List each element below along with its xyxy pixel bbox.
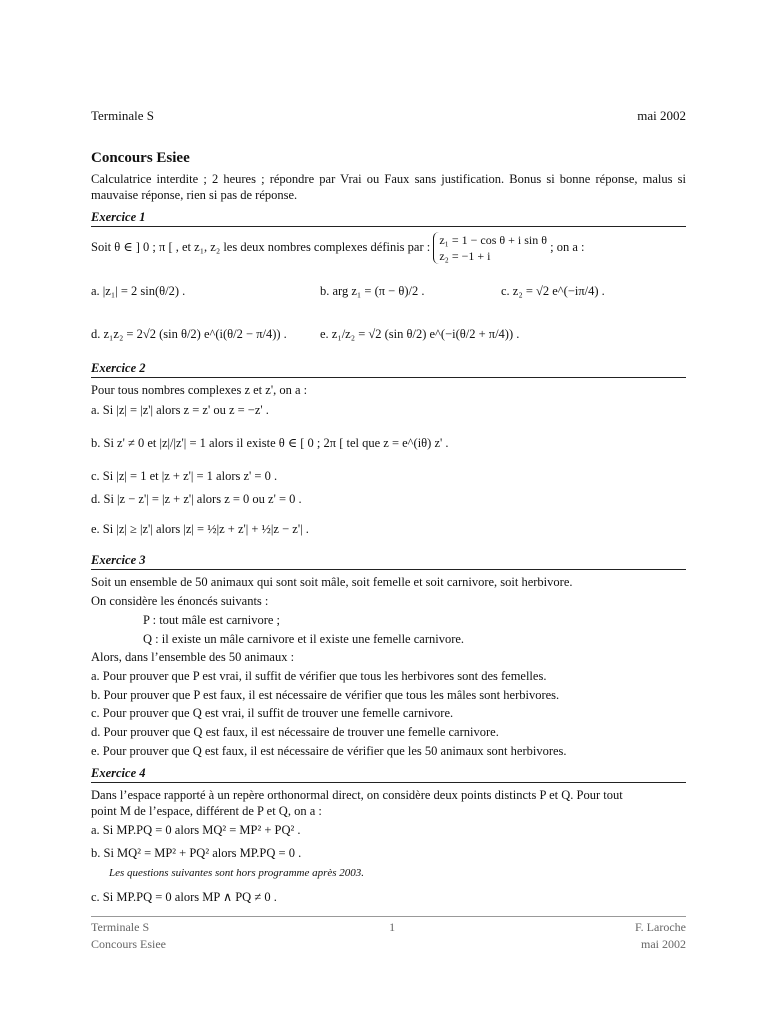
footer-right-2: mai 2002 xyxy=(641,937,686,951)
footer-right-1: F. Laroche xyxy=(634,920,686,934)
page-title: Concours Esiee xyxy=(91,150,190,166)
exercise-2-heading: Exercice 2 xyxy=(91,361,686,378)
ex4-item-a: a. Si MP.PQ = 0 alors MQ² = MP² + PQ² . xyxy=(91,823,301,837)
ex4-item-b: b. Si MQ² = MP² + PQ² alors MP.PQ = 0 . xyxy=(91,846,302,860)
exercise-4-heading: Exercice 4 xyxy=(91,766,686,783)
ex3-item-e: e. Pour prouver que Q est faux, il est nécessaire de vérifier que les 50 animaux sont herbivores. xyxy=(91,744,567,758)
ex2-item-e: e. Si |z| ≥ |z'| alors |z| = ½|z + z'| + ½|z − z'| . xyxy=(91,522,309,536)
ex1-item-b: b. arg z₁ = (π − θ)/2 . xyxy=(320,284,425,298)
page-header xyxy=(91,108,686,124)
ex3-item-c: c. Pour prouver que Q est vrai, il suffit de trouver une femelle carnivore. xyxy=(91,706,454,720)
ex1-sys-line-2: z₂ = −1 + i xyxy=(439,249,491,263)
ex2-item-c: c. Si |z| = 1 et |z + z'| = 1 alors z' = 0 . xyxy=(91,469,278,483)
header-left: Terminale S xyxy=(91,108,154,123)
header-right: mai 2002 xyxy=(637,108,686,123)
ex3-item-d: d. Pour prouver que Q est faux, il est nécessaire de trouver une femelle carnivore. xyxy=(91,725,499,739)
ex3-line-3: Alors, dans l’ensemble des 50 animaux : xyxy=(91,650,295,664)
ex2-stem: Pour tous nombres complexes z et z', on a : xyxy=(91,383,308,397)
exercise-3-heading: Exercice 3 xyxy=(91,553,686,570)
ex3-line-2: On considère les énoncés suivants : xyxy=(91,594,269,608)
ex2-item-a: a. Si |z| = |z'| alors z = z' ou z = −z' . xyxy=(91,403,269,417)
ex2-item-b: b. Si z' ≠ 0 et |z|/|z'| = 1 alors il existe θ ∈ [ 0 ; 2π [ tel que z = e^(iθ) z' . xyxy=(91,436,449,450)
ex2-item-d: d. Si |z − z'| = |z + z'| alors z = 0 ou z' = 0 . xyxy=(91,492,302,506)
ex3-statement-p: P : tout mâle est carnivore ; xyxy=(143,613,280,627)
ex1-item-c: c. z₂ = √2 e^(−iπ/4) . xyxy=(501,284,605,298)
ex1-item-e: e. z₁/z₂ = √2 (sin θ/2) e^(−i(θ/2 + π/4)) . xyxy=(320,327,520,341)
ex4-note: Les questions suivantes sont hors programme après 2003. xyxy=(109,867,365,879)
intro-text: Calculatrice interdite ; 2 heures ; répondre par Vrai ou Faux sans justification. Bonus si bonne réponse, malus si mauvaise réponse, rien si pas de réponse. xyxy=(91,172,686,202)
ex3-statement-q: Q : il existe un mâle carnivore et il existe une femelle carnivore. xyxy=(143,632,465,646)
exercise-1-stem xyxy=(91,232,686,264)
footer-left-1: Terminale S xyxy=(91,920,150,934)
ex1-stem-text: Soit θ ∈ ] 0 ; π [ , et z₁, z₂ les deux nombres complexes définis par : xyxy=(91,239,431,254)
ex4-item-c: c. Si MP.PQ = 0 alors MP ∧ PQ ≠ 0 . xyxy=(91,890,277,904)
ex3-line-1: Soit un ensemble de 50 animaux qui sont soit mâle, soit femelle et soit carnivore, soit herbivore. xyxy=(91,575,573,589)
ex1-item-a: a. |z₁| = 2 sin(θ/2) . xyxy=(91,284,186,298)
ex1-stem-end: ; on a : xyxy=(550,239,585,254)
ex4-line-1: Dans l’espace rapporté à un repère orthonormal direct, on considère deux points distincts P et Q. Pour tout xyxy=(91,788,623,802)
ex4-line-2: point M de l’espace, différent de P et Q, on a : xyxy=(91,804,322,818)
ex1-sys-line-1: z₁ = 1 − cos θ + i sin θ xyxy=(439,233,548,247)
ex1-item-d: d. z₁z₂ = 2√2 (sin θ/2) e^(i(θ/2 − π/4)) . xyxy=(91,327,287,341)
page-footer xyxy=(91,916,686,953)
footer-left-2: Concours Esiee xyxy=(91,937,166,951)
footer-page-number: 1 xyxy=(389,920,396,934)
ex1-system xyxy=(433,232,547,264)
exercise-1-heading: Exercice 1 xyxy=(91,210,686,227)
ex3-item-b: b. Pour prouver que P est faux, il est nécessaire de vérifier que tous les mâles sont herbivores. xyxy=(91,688,560,702)
ex3-item-a: a. Pour prouver que P est vrai, il suffit de vérifier que tous les herbivores sont des femelles. xyxy=(91,669,547,683)
